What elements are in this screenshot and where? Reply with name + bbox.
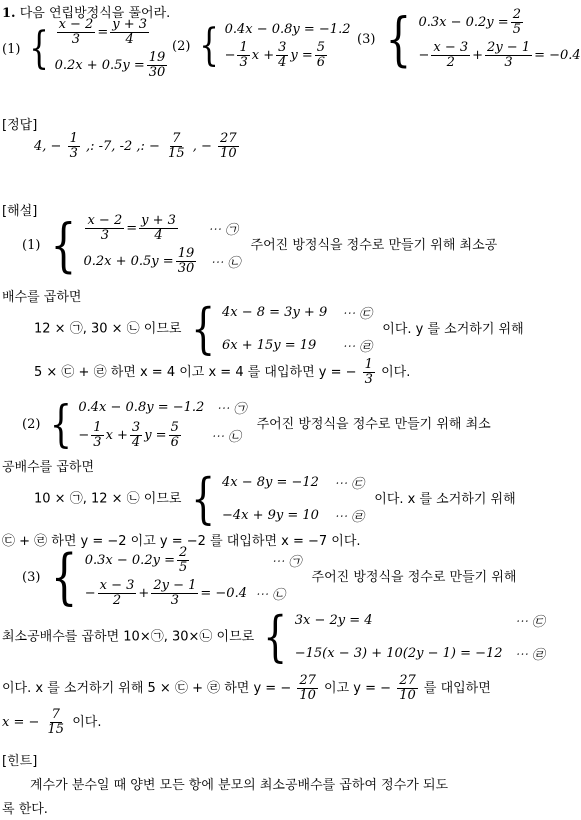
part-label: (3): [22, 569, 41, 585]
equation-tag: ⋯ ㉢: [333, 477, 365, 492]
solution-text: x = −: [2, 715, 40, 730]
equation-text: −: [224, 48, 236, 63]
problem-part-1: [2, 18, 169, 80]
equation-tag: ⋯ ㉠: [271, 555, 302, 570]
hint-heading: [힌트]: [2, 754, 38, 769]
equation-tag: ⋯ ㉢: [341, 307, 373, 322]
fraction-den: 30: [177, 261, 195, 276]
fraction-den: 2: [446, 55, 455, 70]
equation-tag: ⋯ ㉣: [333, 510, 365, 525]
answer-text: , −: [192, 139, 212, 154]
equation-text: −: [84, 586, 96, 601]
fraction-num: 3: [278, 40, 287, 55]
fraction-den: 3: [364, 372, 373, 387]
equation-text: +: [472, 48, 484, 63]
equation-text: x +: [251, 48, 275, 63]
solution-text: 공배수를 곱하면: [2, 460, 95, 475]
fraction-den: 4: [278, 55, 287, 70]
fraction-den: 6: [316, 55, 326, 70]
fraction-den: 3: [71, 32, 81, 47]
equation-text: 0.4x − 0.8y = −1.2: [224, 22, 351, 37]
equation-text: −15(x − 3) + 10(2y − 1) = −12: [294, 646, 503, 661]
fraction-den: 5: [178, 560, 188, 575]
part-label: (1): [2, 41, 21, 57]
answer-text: 4, −: [34, 139, 62, 154]
part-label: (2): [22, 416, 41, 432]
equation-system: [186, 297, 373, 360]
fraction-num: 19: [148, 50, 166, 65]
fraction-num: 1: [239, 40, 248, 55]
solution-text: 10 × ㉠, 12 × ㉡ 이므로: [34, 491, 182, 507]
equals: =: [97, 25, 109, 40]
equation-system: [45, 542, 302, 612]
solution-text: 최소공배수를 곱하면 10×㉠, 30×㉡ 이므로: [2, 629, 255, 645]
fraction-den: 30: [148, 65, 166, 80]
brace: {: [385, 5, 411, 73]
problem-part-2: [172, 22, 350, 70]
equation-text: 4x − 8y = −12: [221, 475, 319, 490]
problem-instruction: 다음 연립방정식을 풀어라.: [19, 6, 171, 21]
equation-text: 6x + 15y = 19: [221, 338, 317, 353]
fraction-den: 10: [299, 688, 316, 703]
fraction-den: 3: [69, 146, 78, 161]
equation-text: x +: [105, 428, 128, 443]
equation-text: 4x − 8 = 3y + 9: [221, 305, 328, 320]
fraction-num: 1: [93, 420, 102, 435]
equation-text: = −0.4: [200, 586, 247, 601]
solution-mult-3: [2, 605, 545, 668]
brace: {: [190, 297, 215, 360]
fraction-num: 2y − 1: [153, 578, 197, 593]
equation-text: y =: [144, 428, 167, 443]
equation-system: [258, 605, 545, 668]
fraction-den: 4: [125, 32, 134, 47]
solution-text: 12 × ㉠, 30 × ㉡ 이므로: [34, 321, 182, 337]
solution-part-3: [22, 542, 517, 612]
brace: {: [190, 467, 215, 530]
solution-result-1: [34, 358, 410, 387]
fraction-num: 19: [177, 246, 195, 261]
equation-text: 0.4x − 0.8y = −1.2: [78, 400, 205, 415]
fraction-num: 2: [512, 7, 521, 22]
equation-text: −4x + 9y = 10: [221, 508, 319, 523]
equation-system: [380, 5, 581, 73]
equation-text: y =: [290, 48, 313, 63]
solution-heading: [해설]: [2, 204, 38, 219]
equation-system: [45, 395, 247, 453]
equation-text: −: [418, 48, 430, 63]
equation-text: 3x − 2y = 4: [294, 613, 373, 628]
brace: {: [28, 23, 49, 74]
brace: {: [50, 542, 78, 612]
equation-text: +: [138, 586, 150, 601]
fraction-num: 2: [178, 545, 188, 560]
fraction-num: x − 3: [99, 578, 135, 593]
solution-text: 를 대입하면: [423, 681, 491, 696]
solution-text: 주어진 방정식을 정수로 만들기 위해 최소공: [250, 237, 498, 253]
part-label: (3): [357, 31, 376, 47]
equation-tag: ⋯ ㉠: [216, 402, 247, 417]
fraction-den: 3: [100, 228, 109, 243]
solution-text: 이다.: [72, 715, 102, 730]
fraction-den: 10: [399, 688, 416, 703]
fraction-den: 6: [170, 435, 179, 450]
solution-line-3: [2, 674, 491, 703]
fraction-den: 3: [504, 55, 513, 70]
fraction-num: 7: [172, 131, 181, 146]
answer-text: ,: -7, -2 ,: −: [86, 139, 160, 154]
equation-text: 0.3x − 0.2y =: [84, 553, 175, 568]
fraction-den: 15: [47, 722, 65, 737]
fraction-num: 1: [69, 131, 78, 146]
solution-text: 이다. x 를 소거하기 위해 5 × ㉢ + ㉣ 하면 y = −: [2, 681, 292, 696]
equation-tag: ⋯ ㉡: [254, 588, 286, 603]
fraction-den: 15: [168, 146, 185, 161]
fraction-num: 1: [364, 357, 373, 372]
equation-system: [25, 18, 170, 80]
solution-text: 배수를 곱하면: [2, 290, 82, 305]
equation-system: [45, 211, 241, 279]
fraction-num: x − 2: [87, 213, 123, 228]
solution-mult-2: [34, 467, 516, 530]
fraction-den: 3: [170, 593, 179, 608]
equation-tag: ⋯ ㉣: [514, 648, 545, 663]
solution-part-1: [22, 211, 498, 279]
solution-text: 이다. y 를 소거하기 위해: [382, 321, 524, 337]
brace: {: [198, 20, 219, 71]
problem-part-3: [357, 5, 581, 73]
equation-tag: ⋯ ㉡: [210, 430, 241, 445]
solution-text: 5 × ㉢ + ㉣ 하면 x = 4 이고 x = 4 를 대입하면 y = −: [34, 365, 357, 380]
equation-text: −: [78, 428, 90, 443]
problem-number: 1.: [2, 6, 16, 21]
part-label: (2): [172, 38, 191, 54]
equals: =: [126, 221, 138, 236]
solution-text: 주어진 방정식을 정수로 만들기 위해 최소: [256, 416, 491, 432]
hint-text-2: 록 한다.: [2, 802, 48, 817]
equation-tag: ⋯ ㉡: [210, 256, 241, 271]
equation-text: 0.2x + 0.5y =: [83, 254, 174, 269]
fraction-num: y + 3: [112, 17, 148, 32]
fraction-num: 27: [299, 673, 316, 688]
solution-text: 이다. x 를 소거하기 위해: [374, 491, 516, 507]
solution-mult-1: [34, 297, 524, 360]
equation-system: [186, 467, 365, 530]
fraction-num: 3: [131, 420, 141, 435]
solution-part-2: [22, 395, 491, 453]
fraction-num: 27: [399, 673, 416, 688]
fraction-num: x − 2: [58, 17, 94, 32]
solution-final-3: [2, 708, 101, 737]
fraction-num: 5: [170, 420, 179, 435]
brace: {: [263, 605, 288, 668]
equation-system: [195, 22, 351, 70]
fraction-den: 4: [131, 435, 141, 450]
answer-heading: [정답]: [2, 118, 38, 133]
equation-text: = −0.4: [534, 48, 581, 63]
fraction-den: 4: [154, 228, 163, 243]
solution-text: 이고 y = −: [324, 681, 392, 696]
fraction-num: 2y − 1: [487, 40, 531, 55]
brace: {: [49, 395, 72, 453]
answer-line: [34, 132, 241, 161]
equation-tag: ⋯ ㉣: [341, 340, 373, 355]
fraction-den: 2: [112, 593, 122, 608]
solution-text: 이다.: [381, 365, 411, 380]
fraction-den: 10: [220, 146, 237, 161]
fraction-den: 3: [239, 55, 248, 70]
fraction-num: y + 3: [141, 213, 176, 228]
solution-text: 주어진 방정식을 정수로 만들기 위해: [311, 569, 517, 585]
equation-tag: ⋯ ㉢: [514, 615, 545, 630]
equation-text: 0.2x + 0.5y =: [54, 58, 145, 73]
equation-tag: ⋯ ㉠: [207, 223, 239, 238]
solution-result-2: ㉢ + ㉣ 하면 y = −2 이고 y = −2 를 대입하면 x = −7 이다.: [2, 534, 361, 549]
brace: {: [50, 211, 76, 279]
fraction-den: 5: [512, 22, 521, 37]
fraction-den: 3: [93, 435, 102, 450]
fraction-num: 5: [316, 40, 326, 55]
fraction-num: 27: [220, 131, 237, 146]
part-label: (1): [22, 237, 41, 253]
equation-text: 0.3x − 0.2y =: [418, 15, 509, 30]
fraction-num: x − 3: [433, 40, 469, 55]
fraction-num: 7: [51, 707, 60, 722]
hint-text-1: 계수가 분수일 때 양변 모든 항에 분모의 최소공배수를 곱하여 정수가 되도: [30, 778, 449, 793]
